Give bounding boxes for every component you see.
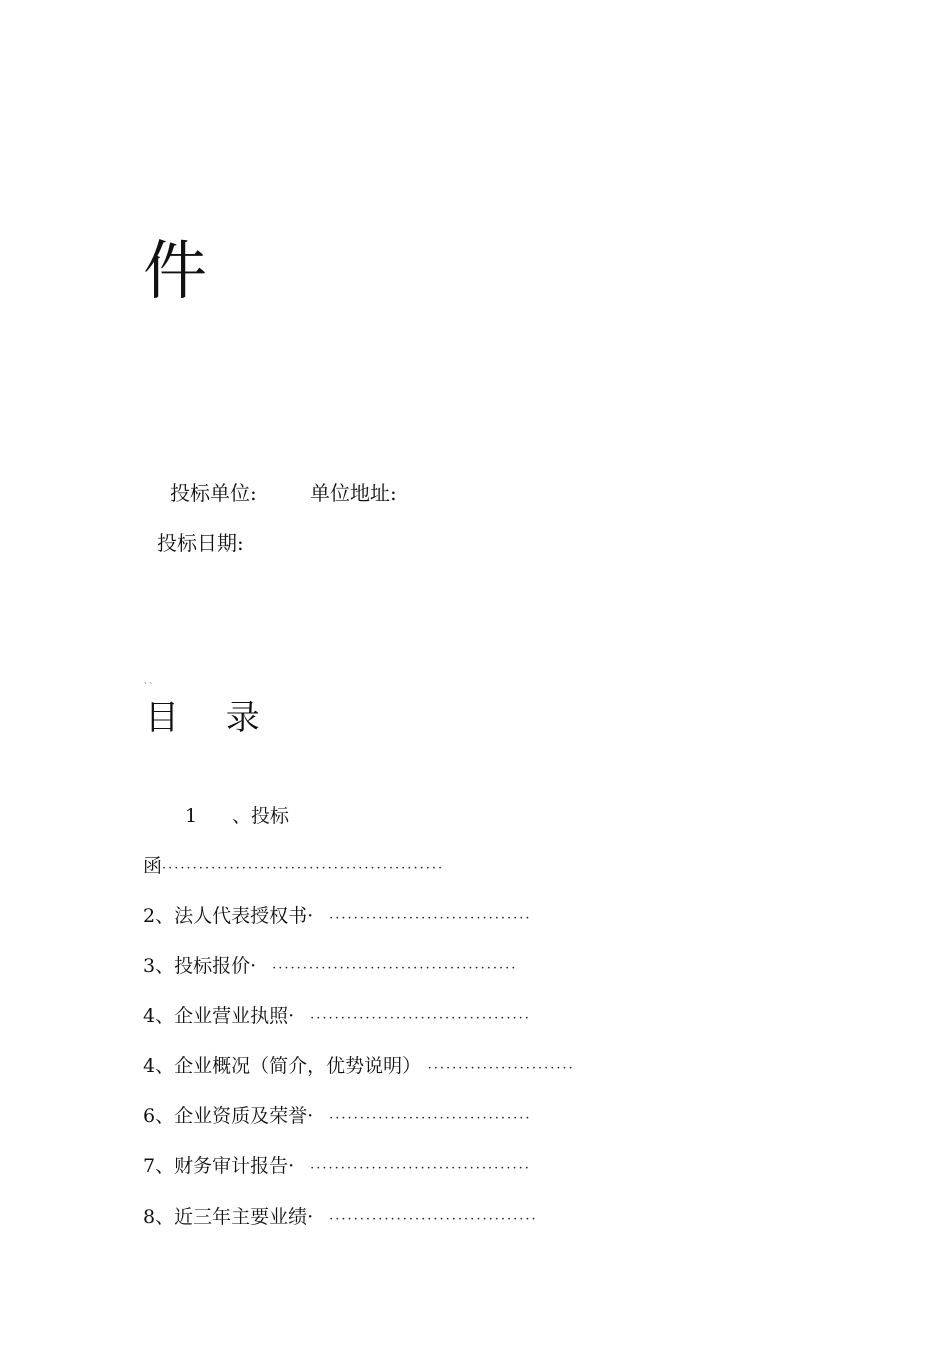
toc-item-label: 6、企业资质及荣誉· — [143, 1105, 314, 1127]
toc-item-1-continued — [143, 852, 444, 883]
toc-item-2 — [143, 902, 532, 933]
cover-title-char: 件 — [143, 235, 207, 309]
toc-item-label: 8、近三年主要业绩· — [143, 1206, 314, 1228]
toc-leader-dots: ·············································· — [162, 861, 445, 876]
page-mark: 、、 — [144, 677, 159, 685]
toc-item-1-number: 1 — [185, 805, 198, 827]
date-label: 投标日期: — [157, 531, 244, 555]
toc-item-7 — [143, 1152, 531, 1183]
toc-leader-dots: ···································· — [310, 1011, 531, 1026]
address-label: 单位地址: — [310, 481, 397, 505]
toc-leader-dots: ································· — [329, 1111, 532, 1126]
toc-item-6 — [143, 1102, 532, 1133]
bidder-label: 投标单位: — [170, 481, 257, 505]
toc-item-1-cont-label: 函 — [143, 855, 163, 877]
toc-item-8 — [143, 1203, 538, 1234]
toc-leader-dots: ·································· — [329, 1212, 538, 1227]
toc-item-label: 4、企业营业执照· — [143, 1005, 295, 1027]
toc-leader-dots: ········································ — [272, 961, 518, 976]
toc-leader-dots: ···································· — [310, 1161, 531, 1176]
toc-item-label: 2、法人代表授权书· — [143, 905, 314, 927]
toc-item-4 — [143, 1002, 531, 1033]
toc-item-1-text: 、投标 — [232, 805, 290, 827]
toc-item-label: 4、企业概况（简介，优势说明） — [143, 1055, 412, 1077]
toc-leader-dots: ························ — [427, 1061, 575, 1076]
toc-title: 目 录 — [145, 698, 278, 738]
toc-item-3 — [143, 952, 517, 983]
toc-item-label: 3、投标报价· — [143, 955, 257, 977]
toc-item-5 — [143, 1052, 575, 1083]
toc-leader-dots: ································· — [329, 911, 532, 926]
toc-item-label: 7、财务审计报告· — [143, 1155, 295, 1177]
